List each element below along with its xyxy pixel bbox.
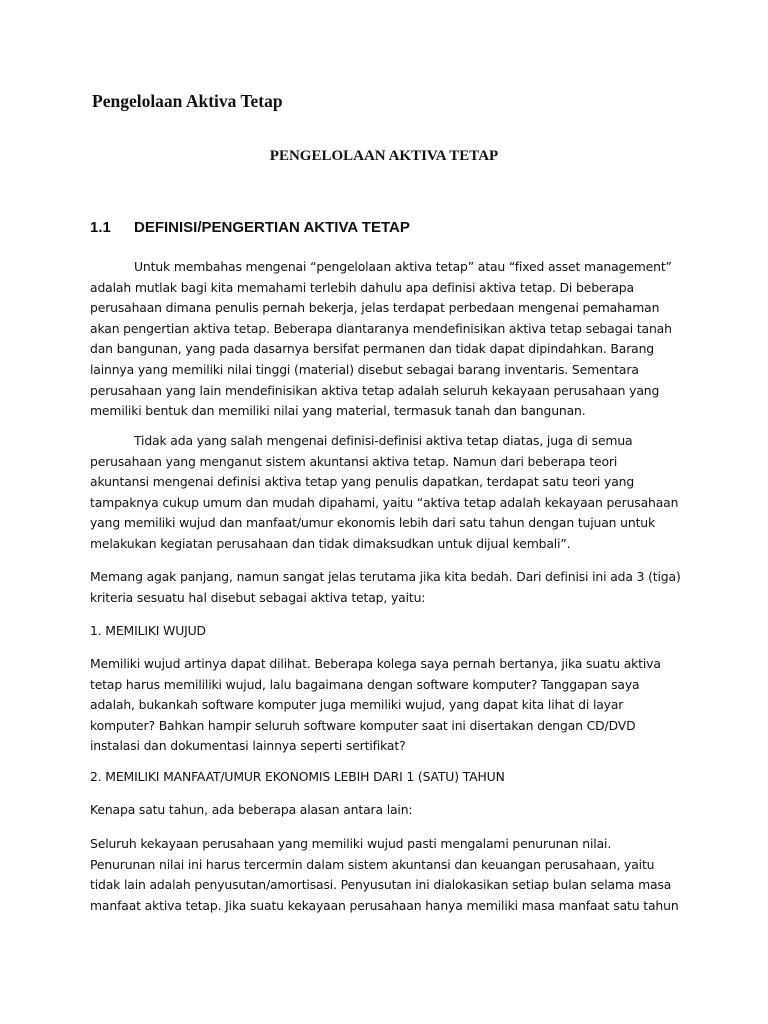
paragraph-line: dan bangunan, yang pada dasarnya bersifat permanen dan tidak dapat dipindahkan. Barang — [90, 341, 655, 357]
paragraph-line: komputer? Bahkan hampir seluruh software komputer saat ini disertakan dengan CD/DVD — [90, 717, 636, 733]
paragraph-line: Untuk membahas mengenai “pengelolaan aktiva tetap” atau “fixed asset management” — [134, 259, 672, 274]
paragraph-line: akuntansi mengenai definisi aktiva tetap yang penulis dapatkan, terdapat satu teori yang — [90, 474, 635, 490]
paragraph-line: Tidak ada yang salah mengenai definisi-definisi aktiva tetap diatas, juga di semua — [134, 433, 633, 448]
paragraph-wujud — [90, 654, 690, 757]
paragraph-line: perusahaan yang menganut sistem akuntansi aktiva tetap. Namun dari beberapa teori — [90, 453, 618, 469]
paragraph-line: adalah, bukankah software komputer juga memiliki wujud, yang dapat kita lihat di layar — [90, 697, 624, 713]
paragraph-line: lainnya yang memiliki nilai tinggi (material) disebut sebagai barang inventaris. Sementara — [90, 361, 639, 377]
document-title: Pengelolaan Aktiva Tetap — [92, 91, 283, 111]
paragraph-reasons-intro: Kenapa satu tahun, ada beberapa alasan antara lain: — [90, 802, 413, 817]
paragraph-line: Seluruh kekayaan perusahaan yang memiliki wujud pasti mengalami penurunan nilai. — [90, 836, 612, 851]
paragraph-line: tidak lain adalah penyusutan/amortisasi. Penyusutan ini dialokasikan setiap bulan selama masa — [90, 877, 672, 893]
paragraph-line: tetap harus memililiki wujud, lalu bagaimana dengan software komputer? Tanggapan saya — [90, 676, 640, 692]
paragraph-depreciation — [90, 834, 690, 916]
paragraph-line: Penurunan nilai ini harus tercermin dalam sistem akuntansi dan keuangan perusahaan, yaitu — [90, 856, 655, 872]
paragraph-theory — [90, 431, 690, 555]
paragraph-line: melakukan kegiatan perusahaan dan tidak dimaksudkan untuk dijual kembali”. — [90, 535, 571, 551]
paragraph-line: tampaknya cukup umum dan mudah dipahami, yaitu “aktiva tetap adalah kekayaan perusahaan — [90, 494, 679, 510]
paragraph-line: Memiliki wujud artinya dapat dilihat. Beberapa kolega saya pernah bertanya, jika suatu aktiva — [90, 656, 661, 671]
paragraph-line: manfaat aktiva tetap. Jika suatu kekayaan perusahaan hanya memiliki masa manfaat satu tahun — [90, 897, 679, 913]
paragraph-line: memiliki bentuk dan memiliki nilai yang material, termasuk tanah dan bangunan. — [90, 403, 586, 419]
paragraph-line: yang memiliki wujud dan manfaat/umur ekonomis lebih dari satu tahun dengan tujuan untuk — [90, 515, 656, 531]
paragraph-line: perusahaan yang lain mendefinisikan aktiva tetap adalah seluruh kekayaan perusahaan yang — [90, 382, 660, 398]
paragraph-line: instalasi dan dokumentasi lainnya seperti sertifikat? — [90, 738, 406, 754]
section-title: DEFINISI/PENGERTIAN AKTIVA TETAP — [134, 219, 410, 236]
document-heading: PENGELOLAAN AKTIVA TETAP — [269, 148, 499, 164]
paragraph-line: kriteria sesuatu hal disebut sebagai aktiva tetap, yaitu: — [90, 589, 426, 605]
paragraph-line: adalah mutlak bagi kita memahami terlebih dahulu apa definisi aktiva tetap. Di beberapa — [90, 279, 634, 295]
criterion-2-heading: 2. MEMILIKI MANFAAT/UMUR EKONOMIS LEBIH DARI 1 (SATU) TAHUN — [90, 769, 505, 784]
section-number: 1.1 — [90, 219, 111, 236]
paragraph-definition — [90, 257, 690, 422]
paragraph-criteria-intro — [90, 567, 690, 608]
paragraph-line: akan pengertian aktiva tetap. Beberapa diantaranya mendefinisikan aktiva tetap sebagai tanah — [90, 320, 672, 336]
criterion-1-heading: 1. MEMILIKI WUJUD — [90, 623, 206, 638]
section-heading — [90, 219, 410, 236]
paragraph-line: Memang agak panjang, namun sangat jelas terutama jika kita bedah. Dari definisi ini ada 3 (tiga) — [90, 569, 681, 584]
paragraph-line: perusahaan dimana penulis pernah bekerja, jelas terdapat perbedaan mengenai pemahaman — [90, 300, 660, 316]
